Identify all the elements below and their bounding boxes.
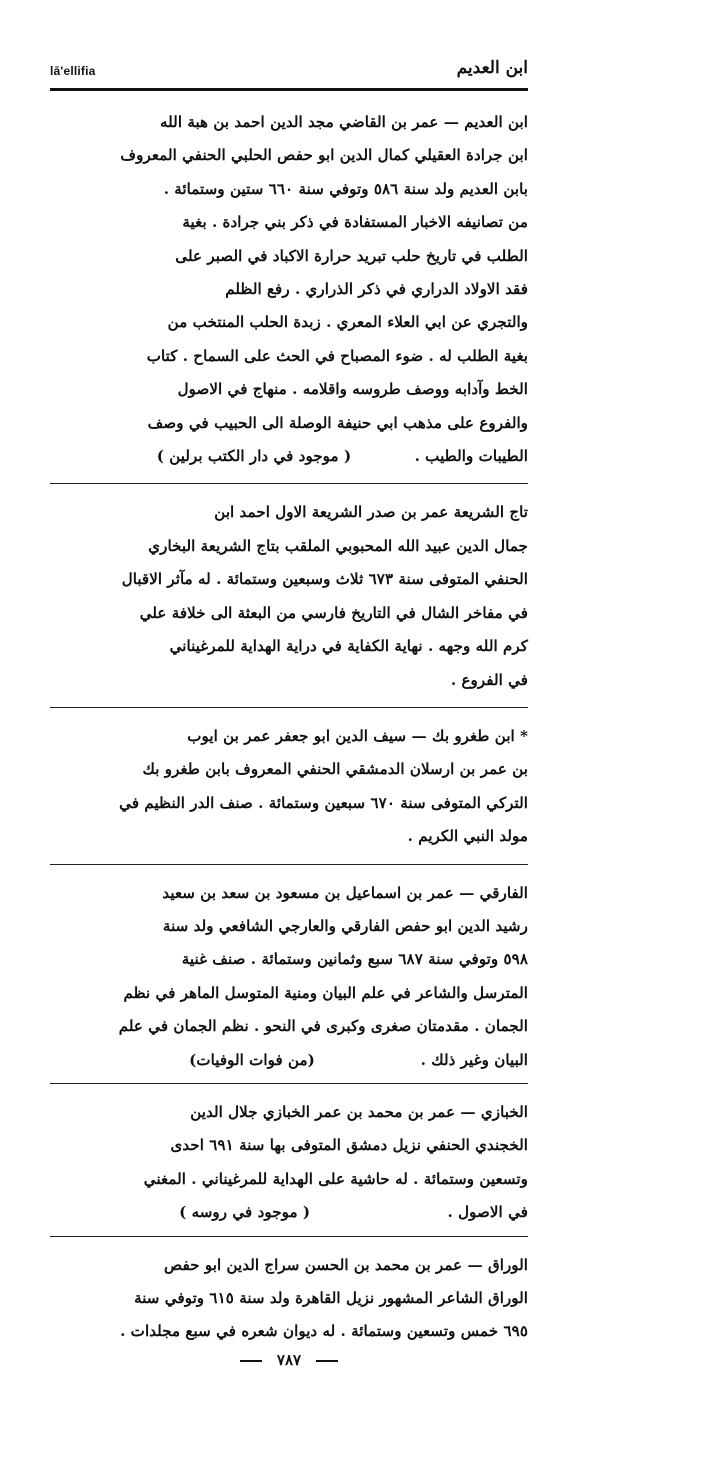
entry-al-fariqi [50,877,528,1077]
entry-line: الطيبات والطيب . [414,447,528,466]
entry-line: والفروع على مذهب ابي حنيفة الوصلة الى الحبيب في وصف [147,413,528,432]
entry-line: الجمان . مقدمتان صغرى وكبرى في النحو . نظم الجمان في علم [118,1017,528,1036]
entry-taj-al-sharia [50,496,528,696]
entry-separator [50,1236,528,1237]
entry-line-with-location [50,440,528,473]
entry-line: المترسل والشاعر في علم البيان ومنية المتوسل الماهر في نظم [123,983,528,1002]
entry-line: الفارقي — عمر بن اسماعيل بن مسعود بن سعد بن سعيد [162,883,528,902]
location-note: ( موجود في روسه ) [179,1203,311,1222]
book-page [50,58,528,1448]
entry-line: من تصانيفه الاخبار المستفادة في ذكر بني جرادة . بغية [182,213,528,232]
running-title: ابن العديم [456,58,528,78]
entry-line: الوراق الشاعر المشهور نزيل القاهرة ولد سنة ٦١٥ وتوفي سنة [134,1289,528,1307]
entry-line: مولد النبي الكريم . [407,827,528,846]
page-number-dash [240,1360,262,1362]
entry-line: ابن العديم — عمر بن القاضي مجد الدين احمد بن هبة الله [160,113,528,131]
entry-line: تاج الشريعة عمر بن صدر الشريعة الاول احمد ابن [214,503,528,522]
entry-al-warraq [50,1249,528,1349]
entry-line: البيان وغير ذلك . [420,1050,528,1069]
running-tag: lā'ellifia [50,64,96,78]
entry-line: الحنفي المتوفى سنة ٦٧٣ ثلاث وسبعين وستمائة . له مآثر الاقبال [121,570,528,589]
entry-line: كرم الله وجهه . نهاية الكفاية في دراية الهداية للمرغيناني [169,637,528,656]
entry-line-with-location [50,1044,528,1077]
entry-line: بن عمر بن ارسلان الدمشقي الحنفي المعروف بابن طغرو بك [142,760,528,779]
page-number: ٧٨٧ [276,1351,302,1369]
page-header [50,58,528,86]
entry-line: في الفروع . [450,670,528,689]
location-note: ( موجود في دار الكتب برلين ) [156,447,352,466]
entry-line: الخط وآدابه ووصف طروسه واقلامه . منهاج في الاصول [177,380,528,399]
page-number-dash [316,1360,338,1362]
entry-line: الطلب في تاريخ حلب تبريد حرارة الاكباد في الصبر على [175,246,528,265]
entry-separator [50,707,528,708]
entry-line: الوراق — عمر بن محمد بن الحسن سراج الدين ابو حفص [163,1255,528,1274]
entry-line: بغية الطلب له . ضوء المصباح في الحث على السماح . كتاب [146,346,528,365]
entry-line: جمال الدين عبيد الله المحبوبي الملقب بتاج الشريعة البخاري [148,536,528,555]
entry-ibn-al-adim [50,106,528,473]
entry-al-khabbazi [50,1096,528,1230]
entry-separator [50,1083,528,1084]
entry-line: في مفاخر الشال في التاريخ فارسي من البعثة الى خلافة علي [139,603,528,622]
entry-line: والتجري عن ابي العلاء المعري . زبدة الحلب المنتخب من [167,313,528,332]
page-number-footer [50,1351,528,1369]
entry-line: بابن العديم ولد سنة ٥٨٦ وتوفي سنة ٦٦٠ ستين وستمائة . [163,179,528,198]
entry-line: الخجندي الحنفي نزيل دمشق المتوفى بها سنة ٦٩١ احدى [170,1136,528,1155]
entry-line-with-location [50,1196,528,1229]
entry-line: وتسعين وستمائة . له حاشية على الهداية للمرغيناني . المغني [143,1169,528,1188]
header-rule [50,88,528,91]
entry-line: ٥٩٨ وتوفي سنة ٦٨٧ سبع وثمانين وستمائة . صنف غنية [181,950,528,969]
entry-line: ٦٩٥ خمس وتسعين وستمائة . له ديوان شعره في سبع مجلدات . [120,1322,528,1341]
location-note: (من فوات الوفيات) [189,1050,315,1069]
entries-list [50,106,528,1349]
entry-line: ابن جرادة العقيلي كمال الدين ابو حفص الحلبي الحنفي المعروف [120,146,528,165]
entry-line: في الاصول . [447,1203,528,1222]
entry-separator [50,483,528,484]
entry-line: فقد الاولاد الدراري في ذكر الذراري . رفع الظلم [225,280,528,299]
entry-line: * ابن طغرو بك — سيف الدين ابو جعفر عمر بن ايوب [187,726,528,745]
entry-separator [50,864,528,865]
entry-line: الخبازي — عمر بن محمد بن عمر الخبازي جلال الدين [190,1102,528,1121]
entry-line: رشيد الدين ابو حفص الفارقي والعارجي الشافعي ولد سنة [162,916,528,935]
entry-ibn-tughru-bak [50,720,528,854]
entry-line: التركي المتوفى سنة ٦٧٠ سبعين وستمائة . صنف الدر النظيم في [119,793,528,812]
